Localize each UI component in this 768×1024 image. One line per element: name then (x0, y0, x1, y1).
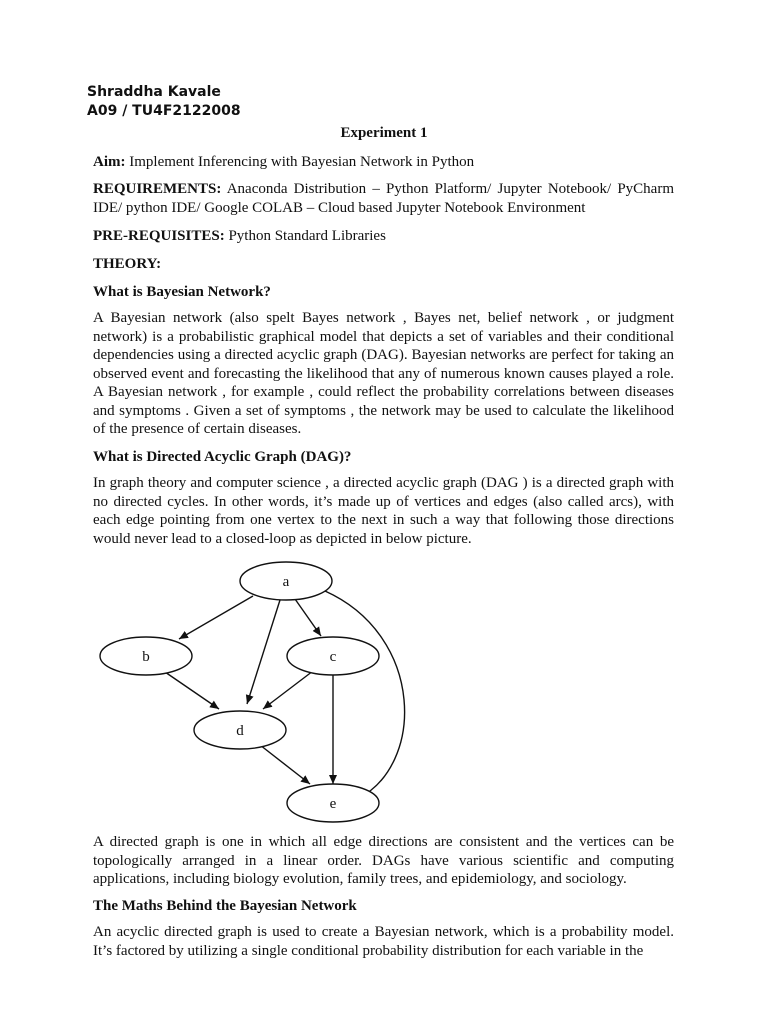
node-label-a: a (282, 574, 290, 590)
prerequisites-line (93, 227, 674, 246)
theory-heading: THEORY: (93, 256, 162, 272)
maths-paragraph: An acyclic directed graph is used to create a Bayesian network, which is a probability model. It’s factored by utilizing a single conditional probability distribution for each variable in the (93, 924, 674, 959)
dag-paragraph-2: A directed graph is one in which all edge directions are consistent and the vertices can be topologically arranged in a linear order. DAGs have various scientific and computing applications, including biology evolution, family trees, and epidemiology, and sociology. (93, 834, 674, 887)
maths-heading: The Maths Behind the Bayesian Network (93, 898, 357, 914)
document-title: Experiment 1 (340, 125, 428, 141)
dag-diagram (95, 556, 425, 826)
node-label-b: b (142, 649, 150, 665)
author-header (87, 83, 241, 121)
prerequisites-text: Python Standard Libraries (224, 228, 386, 244)
node-label-e: e (329, 796, 337, 812)
prerequisites-label: PRE-REQUISITES: (93, 228, 225, 244)
aim-text: Implement Inferencing with Bayesian Network in Python (125, 154, 475, 170)
requirements-label: REQUIREMENTS: (93, 181, 222, 197)
edge-a-e (325, 591, 405, 799)
aim-label: Aim: (93, 154, 126, 170)
edge-a-b (179, 596, 253, 639)
edge-a-d (247, 600, 280, 704)
bayes-heading: What is Bayesian Network? (93, 284, 271, 300)
aim-line (93, 153, 674, 172)
node-label-c: c (329, 649, 337, 665)
student-id: A09 / TU4F2122008 (87, 103, 241, 119)
node-label-d: d (236, 723, 244, 739)
dag-heading: What is Directed Acyclic Graph (DAG)? (93, 449, 352, 465)
bayes-paragraph: A Bayesian network (also spelt Bayes network , Bayes net, belief network , or judgment network) is a probabilistic graphical model that depicts a set of variables and their conditional dependencies using a directed acyclic graph (DAG). Bayesian networks are perfect for taking an observed event and forecasting the likelihood that any of numerous known causes played a role. A Bayesian network , for example , could reflect the probability correlations between diseases and symptoms . Given a set of symptoms , the network may be used to calculate the likelihood of the presence of certain diseases. (93, 310, 674, 437)
edge-a-c (295, 599, 321, 636)
edge-d-e (260, 745, 310, 784)
requirements-text: Anaconda Distribution – Python Platform/ Jupyter Notebook/ PyCharm IDE/ python IDE/ Google COLAB – Cloud based Jupyter Notebook Environment (93, 181, 674, 216)
edge-b-d (165, 672, 219, 709)
edge-c-d (263, 671, 313, 709)
author-name: Shraddha Kavale (87, 84, 221, 100)
requirements-paragraph (93, 180, 674, 217)
dag-paragraph: In graph theory and computer science , a directed acyclic graph (DAG ) is a directed graph with no directed cycles. In other words, it’s made up of vertices and edges (also called arcs), with each edge pointing from one vertex to the next in such a way that following those directions would never lead to a closed-loop as depicted in below picture. (93, 475, 674, 547)
